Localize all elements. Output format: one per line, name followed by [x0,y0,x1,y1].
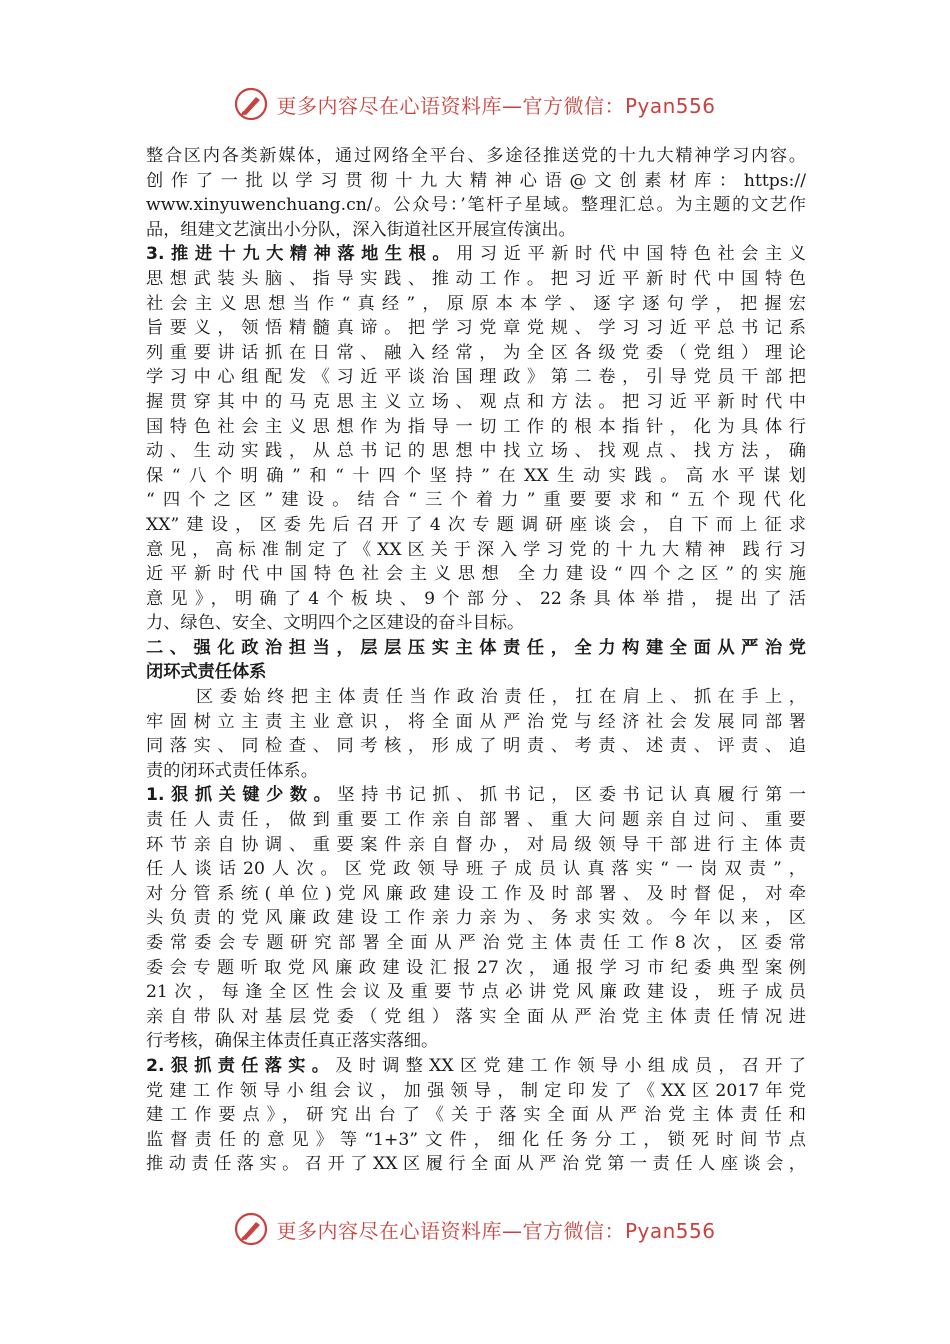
text-line: 委会专题听取党风廉政建设汇报27次，通报学习市纪委典型案例 [146,957,806,978]
header-banner [0,82,950,126]
text-line: 环节亲自协调、重要案件亲自督办，对局级领导干部进行主体责 [146,834,806,855]
text-line: 同落实、同检查、同考核，形成了明责、考责、述责、评责、追 [146,736,806,757]
text-line: 学习中心组配发《习近平谈治国理政》第二卷，引导党员干部把 [146,367,806,388]
pen-logo-icon [234,1212,268,1246]
text-line: www.xinyuwenchuang.cn/。公众号：’笔杆子星域。整理汇总。为主题的文艺作 [146,195,806,216]
text-line: 近平新时代中国特色社会主义思想 全力建设“四个之区”的实施 [146,564,806,585]
text-line: 创作了一批以学习贯彻十九大精神心语@文创素材库：https:// [146,170,806,191]
subheading-2: 2.狠抓责任落实。 [146,1055,336,1076]
text-line: 对分管系统(单位)党风廉政建设工作及时部署、及时督促，对牵 [146,883,806,904]
text-line: 3.推进十九大精神落地生根。用习近平新时代中国特色社会主义 [146,244,806,265]
text-line: 区委始终把主体责任当作政治责任，扛在肩上、抓在手上， [196,687,806,708]
text-line: 力、绿色、安全、文明四个之区建设的奋斗目标。 [146,613,525,634]
text-line: 列重要讲话抓在日常、融入经常，为全区各级党委（党组）理论 [146,342,806,363]
text-line: 任人谈话20人次。区党政领导班子成员认真落实“一岗双责”， [146,859,806,880]
text-line: “四个之区”建设。结合“三个着力”重要要求和“五个现代化 [146,490,806,511]
text-line: 1.狠抓关键少数。坚持书记抓、抓书记，区委书记认真履行第一 [146,785,806,806]
text-line: 责的闭环式责任体系。 [146,760,318,781]
banner-text: 更多内容尽在心语资料库—官方微信：Pyan556 [276,1218,716,1243]
text-line: 委常委会专题研究部署全面从严治党主体责任工作8次，区委常 [146,933,806,953]
text-line: 国特色社会主义思想作为指导一切工作的根本指针，化为具体行 [146,416,806,437]
text-line: 品，组建文艺演出小分队，深入街道社区开展宣传演出。 [146,219,576,240]
text-line: 意见》，明确了4个板块、9个部分、22条具体举措，提出了活 [146,588,806,609]
document-body [146,144,806,1177]
text-line: 旨要义，领悟精髓真谛。把学习党章党规、学习习近平总书记系 [146,318,806,339]
section-heading: 闭环式责任体系 [146,662,267,683]
text-line: 握贯穿其中的马克思主义立场、观点和方法。把习近平新时代中 [146,391,806,412]
text-line: XX”建设，区委先后召开了4次专题调研座谈会，自下而上征求 [146,514,806,535]
banner-text: 更多内容尽在心语资料库—官方微信：Pyan556 [276,93,716,118]
text-line: 保“八个明确”和“十四个坚持”在XX生动实践。高水平谋划 [146,465,806,486]
text-line: 亲自带队对基层党委（党组）落实全面从严治党主体责任情况进 [146,1006,806,1027]
text-line: 头负责的党风廉政建设工作亲力亲为、务求实效。今年以来，区 [146,908,806,929]
footer-banner [0,1207,950,1251]
text-line: 整合区内各类新媒体，通过网络全平台、多途径推送党的十九大精神学习内容。 [146,146,806,166]
subheading-1: 1.狠抓关键少数。 [146,785,338,806]
text-line: 推动责任落实。召开了XX区履行全面从严治党第一责任人座谈会， [146,1154,806,1175]
pen-logo-icon [234,87,268,121]
text-line: 党建工作领导小组会议，加强领导，制定印发了《XX区2017年党 [146,1080,806,1101]
text-line: 动、生动实践，从总书记的思想中找立场、找观点、找方法，确 [146,441,806,462]
text-line: 2.狠抓责任落实。及时调整XX区党建工作领导小组成员，召开了 [146,1055,806,1076]
text-line: 建工作要点》，研究出台了《关于落实全面从严治党主体责任和 [146,1105,806,1126]
text-line: 责任人责任，做到重要工作亲自部署、重大问题亲自过问、重要 [146,810,806,831]
subheading-3: 3.推进十九大精神落地生根。 [146,244,457,265]
text-line: 监督责任的意见》等“1+3”文件，细化任务分工，锁死时间节点 [146,1129,806,1150]
text-line: 行考核，确保主体责任真正落实落细。 [146,1031,439,1052]
text-line: 21次，每逢全区性会议及重要节点必讲党风廉政建设，班子成员 [146,982,806,1003]
text-line: 牢固树立主责主业意识，将全面从严治党与经济社会发展同部署 [146,711,806,732]
section-heading: 二、强化政治担当，层层压实主体责任，全力构建全面从严治党 [146,637,806,658]
text-line: 社会主义思想当作“真经”，原原本本学、逐字逐句学，把握宏 [146,293,806,314]
text-line: 意见，高标准制定了《XX区关于深入学习党的十九大精神 践行习 [146,539,806,560]
text-line: 思想武装头脑、指导实践、推动工作。把习近平新时代中国特色 [146,268,806,289]
